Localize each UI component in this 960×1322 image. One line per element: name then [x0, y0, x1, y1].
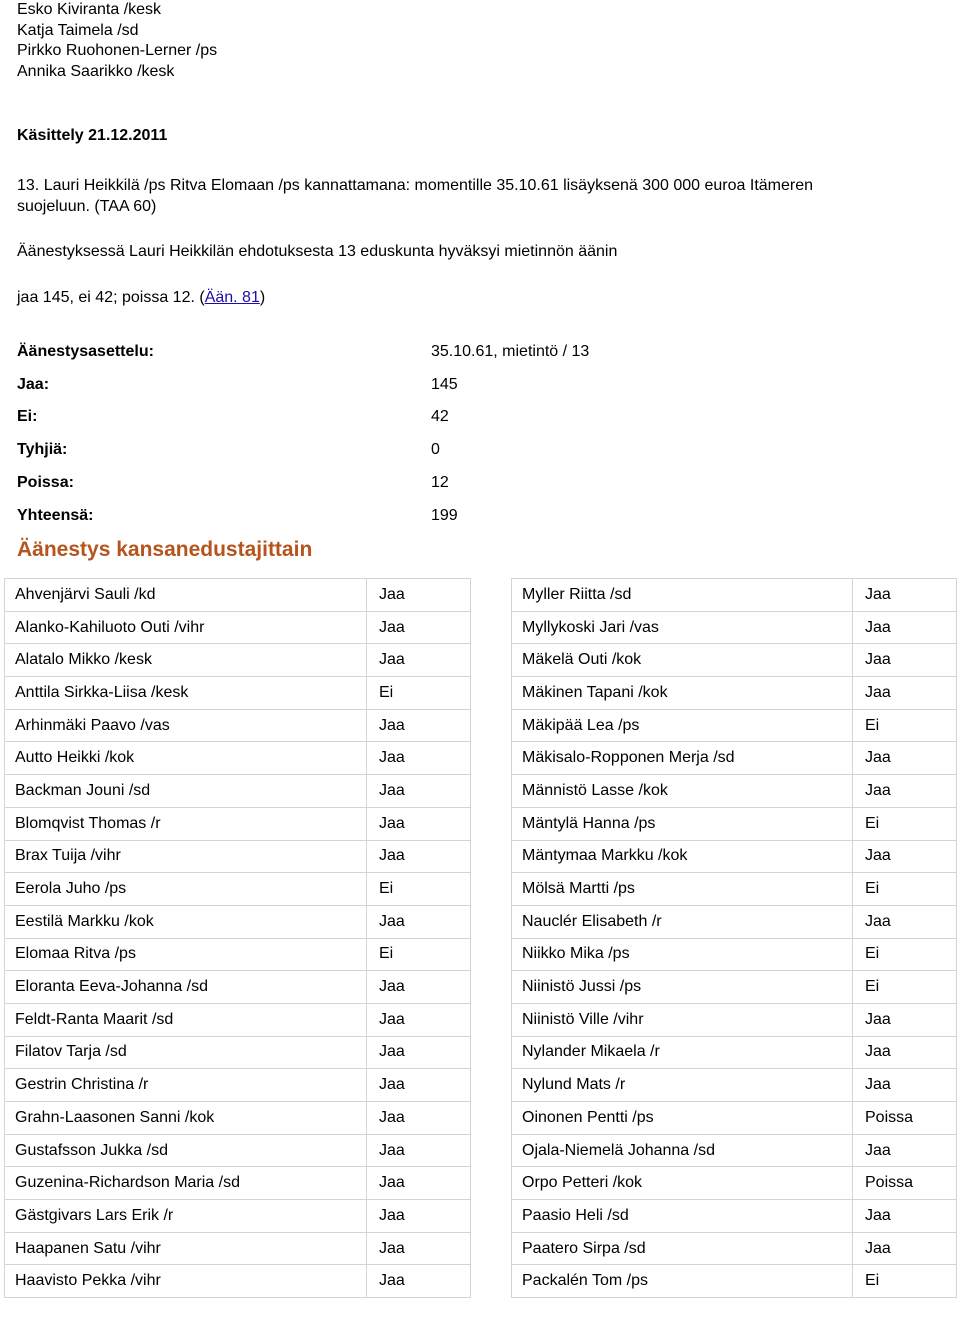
member-vote: Jaa: [367, 709, 471, 742]
member-vote: Jaa: [853, 1200, 957, 1233]
member-name: Grahn-Laasonen Sanni /kok: [5, 1102, 367, 1135]
member-vote: Ei: [367, 677, 471, 710]
member-vote: Jaa: [853, 644, 957, 677]
table-row: [5, 1102, 471, 1135]
table-row: [5, 840, 471, 873]
member-vote: Ei: [853, 938, 957, 971]
motion-line-2: suojeluun. (TAA 60): [17, 197, 157, 215]
member-name: Nylund Mats /r: [512, 1069, 853, 1102]
member-name: Guzenina-Richardson Maria /sd: [5, 1167, 367, 1200]
table-row: [512, 1265, 957, 1298]
table-row: [5, 709, 471, 742]
member-vote: Poissa: [853, 1167, 957, 1200]
table-row: [5, 775, 471, 808]
member-vote: Jaa: [367, 840, 471, 873]
table-row: [5, 905, 471, 938]
table-row: [5, 742, 471, 775]
member-name: Paasio Heli /sd: [512, 1200, 853, 1233]
member-vote: Jaa: [853, 1069, 957, 1102]
member-name: Mäkelä Outi /kok: [512, 644, 853, 677]
member-name: Packalén Tom /ps: [512, 1265, 853, 1298]
table-row: [5, 1167, 471, 1200]
member-vote: Ei: [853, 709, 957, 742]
member-name: Gästgivars Lars Erik /r: [5, 1200, 367, 1233]
table-row: [5, 873, 471, 906]
table-row: [5, 1200, 471, 1233]
member-vote: Ei: [367, 938, 471, 971]
table-row: [512, 775, 957, 808]
member-name: Myllykoski Jari /vas: [512, 611, 853, 644]
section-title: Äänestys kansanedustajittain: [17, 538, 313, 561]
table-row: [512, 677, 957, 710]
member-name: Oinonen Pentti /ps: [512, 1102, 853, 1135]
member-name: Mäkinen Tapani /kok: [512, 677, 853, 710]
motion-line-1: 13. Lauri Heikkilä /ps Ritva Elomaan /ps kannattamana: momentille 35.10.61 lisäyksenä 300 000 euroa Itämeren: [17, 177, 814, 194]
member-name: Eestilä Markku /kok: [5, 905, 367, 938]
member-vote: Jaa: [367, 1102, 471, 1135]
member-vote: Jaa: [853, 1003, 957, 1036]
table-row: [512, 1003, 957, 1036]
member-vote: Ei: [853, 807, 957, 840]
table-row: [512, 807, 957, 840]
member-name: Mäntylä Hanna /ps: [512, 807, 853, 840]
member-vote: Jaa: [367, 807, 471, 840]
member-vote: Jaa: [853, 742, 957, 775]
member-vote: Ei: [367, 873, 471, 906]
member-vote: Jaa: [367, 1200, 471, 1233]
member-name: Blomqvist Thomas /r: [5, 807, 367, 840]
table-row: [5, 1134, 471, 1167]
member-vote: Poissa: [853, 1102, 957, 1135]
member-name: Männistö Lasse /kok: [512, 775, 853, 808]
table-row: [512, 742, 957, 775]
member-name: Filatov Tarja /sd: [5, 1036, 367, 1069]
handling-date: Käsittely 21.12.2011: [17, 127, 168, 144]
member-vote: Jaa: [367, 1167, 471, 1200]
names-header: [17, 0, 217, 82]
member-vote: Jaa: [367, 1232, 471, 1265]
member-name: Brax Tuija /vihr: [5, 840, 367, 873]
member-vote: Jaa: [853, 1232, 957, 1265]
member-vote: Jaa: [853, 840, 957, 873]
member-vote: Jaa: [367, 905, 471, 938]
yes-label: Jaa:: [17, 376, 50, 393]
table-row: [5, 611, 471, 644]
member-vote: Jaa: [367, 1003, 471, 1036]
table-row: [5, 1003, 471, 1036]
member-name: Alanko-Kahiluoto Outi /vihr: [5, 611, 367, 644]
absent-value: 12: [431, 474, 449, 491]
no-value: 42: [431, 408, 449, 425]
table-row: [512, 905, 957, 938]
table-row: [512, 1200, 957, 1233]
member-vote: Jaa: [367, 1134, 471, 1167]
votes-table-right: [511, 578, 957, 1298]
name-line: Annika Saarikko /kesk: [17, 62, 175, 80]
absent-label: Poissa:: [17, 474, 74, 491]
member-name: Gestrin Christina /r: [5, 1069, 367, 1102]
setup-label: Äänestysasettelu:: [17, 343, 154, 360]
member-name: Haavisto Pekka /vihr: [5, 1265, 367, 1298]
table-row: [512, 579, 957, 612]
member-name: Paatero Sirpa /sd: [512, 1232, 853, 1265]
member-name: Mäkipää Lea /ps: [512, 709, 853, 742]
table-row: [512, 644, 957, 677]
table-row: [5, 1036, 471, 1069]
member-name: Mölsä Martti /ps: [512, 873, 853, 906]
member-vote: Jaa: [853, 905, 957, 938]
table-row: [512, 1102, 957, 1135]
member-name: Autto Heikki /kok: [5, 742, 367, 775]
member-vote: Jaa: [367, 611, 471, 644]
member-name: Nauclér Elisabeth /r: [512, 905, 853, 938]
table-row: [512, 873, 957, 906]
table-row: [512, 971, 957, 1004]
table-row: [5, 971, 471, 1004]
table-row: [512, 709, 957, 742]
table-row: [512, 1069, 957, 1102]
member-vote: Jaa: [367, 1036, 471, 1069]
result-counts-line: [17, 289, 265, 307]
member-name: Niikko Mika /ps: [512, 938, 853, 971]
member-name: Mäntymaa Markku /kok: [512, 840, 853, 873]
total-label: Yhteensä:: [17, 507, 94, 524]
table-row: [512, 611, 957, 644]
member-name: Niinistö Ville /vihr: [512, 1003, 853, 1036]
member-vote: Jaa: [853, 775, 957, 808]
table-row: [512, 1167, 957, 1200]
member-vote: Jaa: [853, 611, 957, 644]
member-name: Orpo Petteri /kok: [512, 1167, 853, 1200]
table-row: [512, 1036, 957, 1069]
member-vote: Jaa: [367, 742, 471, 775]
member-name: Ahvenjärvi Sauli /kd: [5, 579, 367, 612]
table-row: [5, 938, 471, 971]
motion-text: [17, 176, 917, 217]
result-counts: jaa 145, ei 42; poissa 12. (: [17, 289, 205, 306]
member-name: Backman Jouni /sd: [5, 775, 367, 808]
member-vote: Jaa: [367, 644, 471, 677]
member-name: Arhinmäki Paavo /vas: [5, 709, 367, 742]
blank-label: Tyhjiä:: [17, 441, 68, 458]
member-name: Eloranta Eeva-Johanna /sd: [5, 971, 367, 1004]
yes-value: 145: [431, 376, 458, 393]
name-line: Katja Taimela /sd: [17, 21, 139, 39]
table-row: [5, 644, 471, 677]
member-vote: Ei: [853, 971, 957, 1004]
member-name: Myller Riitta /sd: [512, 579, 853, 612]
member-name: Anttila Sirkka-Liisa /kesk: [5, 677, 367, 710]
result-text: Äänestyksessä Lauri Heikkilän ehdotuksesta 13 eduskunta hyväksyi mietinnön äänin: [17, 243, 618, 260]
name-line: Esko Kiviranta /kesk: [17, 1, 162, 18]
table-row: [512, 840, 957, 873]
table-row: [512, 1134, 957, 1167]
result-close: ): [259, 289, 266, 306]
total-value: 199: [431, 507, 458, 524]
member-name: Ojala-Niemelä Johanna /sd: [512, 1134, 853, 1167]
vote-link[interactable]: Ään. 81: [204, 289, 260, 306]
table-row: [5, 807, 471, 840]
table-row: [512, 1232, 957, 1265]
member-name: Feldt-Ranta Maarit /sd: [5, 1003, 367, 1036]
member-vote: Jaa: [367, 1265, 471, 1298]
votes-table-left: [4, 578, 471, 1298]
member-name: Eerola Juho /ps: [5, 873, 367, 906]
member-name: Haapanen Satu /vihr: [5, 1232, 367, 1265]
member-vote: Jaa: [367, 1069, 471, 1102]
member-vote: Jaa: [853, 1134, 957, 1167]
member-vote: Jaa: [853, 579, 957, 612]
table-row: [5, 1069, 471, 1102]
member-name: Alatalo Mikko /kesk: [5, 644, 367, 677]
no-label: Ei:: [17, 408, 38, 425]
member-name: Nylander Mikaela /r: [512, 1036, 853, 1069]
member-vote: Jaa: [367, 971, 471, 1004]
member-vote: Ei: [853, 873, 957, 906]
blank-value: 0: [431, 441, 440, 458]
member-name: Elomaa Ritva /ps: [5, 938, 367, 971]
member-vote: Jaa: [367, 775, 471, 808]
member-vote: Jaa: [367, 579, 471, 612]
table-row: [512, 938, 957, 971]
member-name: Niinistö Jussi /ps: [512, 971, 853, 1004]
member-vote: Jaa: [853, 1036, 957, 1069]
table-row: [5, 579, 471, 612]
member-name: Gustafsson Jukka /sd: [5, 1134, 367, 1167]
table-row: [5, 677, 471, 710]
setup-value: 35.10.61, mietintö / 13: [431, 343, 590, 360]
member-name: Mäkisalo-Ropponen Merja /sd: [512, 742, 853, 775]
member-vote: Jaa: [853, 677, 957, 710]
table-row: [5, 1265, 471, 1298]
name-line: Pirkko Ruohonen-Lerner /ps: [17, 42, 218, 59]
table-row: [5, 1232, 471, 1265]
member-vote: Ei: [853, 1265, 957, 1298]
